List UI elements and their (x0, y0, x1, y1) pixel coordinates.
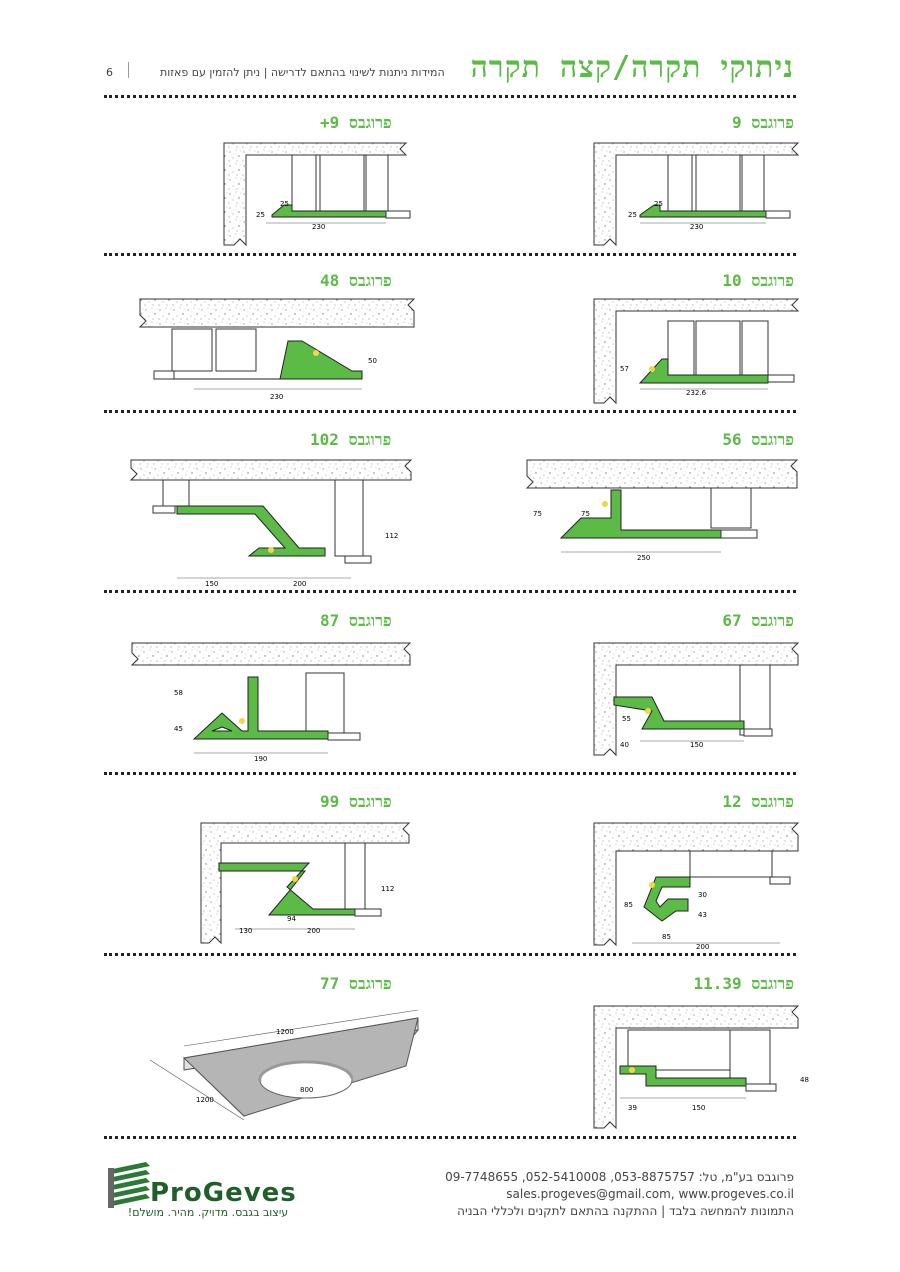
page-subtitle: המידות ניתנות לשינוי בהתאם לדרישה | ניתן להזמין עם פאזות (160, 66, 445, 79)
profile-title: פרוגבס 67 (722, 611, 794, 630)
dim-label: 150 (205, 580, 219, 588)
page-title: ניתוקי תקרה/קצה תקרה (470, 50, 794, 85)
divider (104, 953, 796, 956)
dim-label: 200 (307, 927, 321, 935)
profile-title: פרוגבס 12 (722, 792, 794, 811)
dim-label: 150 (690, 741, 704, 749)
dim-label: 75 (581, 510, 590, 518)
profile-drawing (580, 293, 800, 408)
profile-drawing (195, 815, 415, 945)
dim-label: 75 (533, 510, 542, 518)
dim-label: 55 (622, 715, 631, 723)
profile-drawing (128, 635, 418, 765)
profile-title: פרוגבס 48 (320, 271, 392, 290)
page-number: 6 (106, 66, 113, 79)
dim-label: 200 (293, 580, 307, 588)
dim-label: 39 (628, 1104, 637, 1112)
header-divider (128, 62, 129, 78)
profile-drawing (580, 998, 810, 1128)
contact-phones: פרוגבס בע"מ, טל: 053-8875757, 052-5410008, 09-7748655 (445, 1170, 794, 1184)
profile-drawing (580, 815, 800, 950)
profile-drawing (140, 1000, 430, 1130)
divider (104, 253, 796, 256)
dim-label: 150 (692, 1104, 706, 1112)
profile-drawing (580, 635, 800, 765)
dim-label: 800 (300, 1086, 314, 1094)
divider (104, 772, 796, 775)
profile-title: פרוגבס 102 (310, 430, 392, 449)
dim-label: 232.6 (686, 389, 707, 397)
dim-label: 48 (800, 1076, 809, 1084)
dim-label: 50 (368, 357, 377, 365)
profile-title: פרוגבס 10 (722, 271, 794, 290)
dim-label: 85 (624, 901, 633, 909)
dim-label: 112 (381, 885, 395, 893)
disclaimer: התמונות להמחשה בלבד | ההתקנה בהתאם לתקנים ולכללי הבניה (457, 1204, 794, 1218)
dim-label: 190 (254, 755, 268, 763)
dim-label: 112 (385, 532, 399, 540)
divider (104, 410, 796, 413)
profile-title: פרוגבס 99 (320, 792, 392, 811)
profile-title: פרוגבס 11.39 (693, 974, 794, 993)
dim-label: 30 (698, 891, 707, 899)
dim-label: 1200 (196, 1096, 214, 1104)
profile-title: פרוגבס 77 (320, 974, 392, 993)
dim-label: 25 (256, 211, 265, 219)
profile-drawing (130, 293, 420, 403)
dim-label: 58 (174, 689, 183, 697)
logo-icon (106, 1160, 152, 1210)
dim-label: 85 (662, 933, 671, 941)
dim-label: 1200 (276, 1028, 294, 1036)
profile-drawing (200, 135, 420, 245)
dim-label: 130 (239, 927, 253, 935)
profile-title: פרוגבס 9 (731, 113, 794, 132)
profile-title: פרוגבס 87 (320, 611, 392, 630)
logo-tagline: עיצוב בגבס. מדויק. מהיר. מושלם! (127, 1206, 289, 1219)
profile-drawing (580, 135, 800, 245)
divider (104, 1136, 796, 1139)
dim-label: 230 (270, 393, 284, 401)
dim-label: 43 (698, 911, 707, 919)
dim-label: 230 (690, 223, 704, 231)
dim-label: 45 (174, 725, 183, 733)
profile-drawing (525, 452, 805, 572)
contact-web: sales.progeves@gmail.com, www.progeves.co.il (506, 1187, 794, 1201)
dim-label: 200 (696, 943, 710, 951)
dim-label: 25 (628, 211, 637, 219)
dim-label: 230 (312, 223, 326, 231)
dim-label: 250 (637, 554, 651, 562)
dim-label: 25 (654, 200, 663, 208)
dim-label: 40 (620, 741, 629, 749)
divider (104, 95, 796, 98)
logo-text: ProGeves (150, 1178, 297, 1208)
divider (104, 590, 796, 593)
dim-label: 94 (287, 915, 296, 923)
profile-drawing (125, 452, 415, 587)
profile-title: פרוגבס 9+ (320, 113, 392, 132)
profile-title: פרוגבס 56 (722, 430, 794, 449)
dim-label: 25 (280, 200, 289, 208)
dim-label: 57 (620, 365, 629, 373)
